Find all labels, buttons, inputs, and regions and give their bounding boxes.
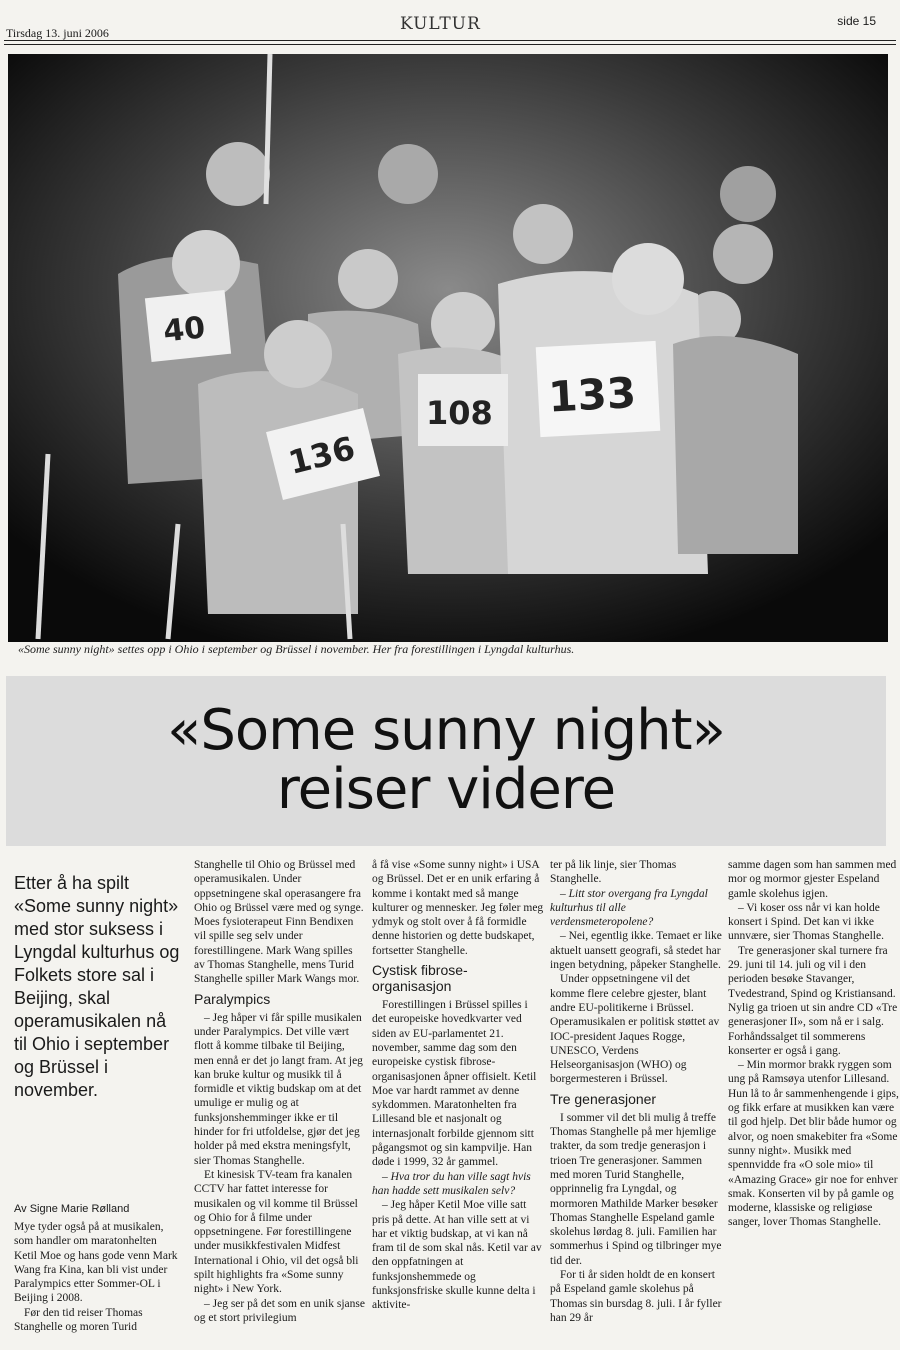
paragraph: I sommer vil det bli mulig å treffe Thomas Stanghelle på mer hjemlige trakter, da som tredje generasjon i trioen Tre generasjoner. Sammen med moren Turid Stanghelle, opprinnelig fra Lyngdal, og mormoren Mathilde Marker besøker Thomas Stanghelle Espeland gamle skolehus lørdag 8. juli. Familien har sommerhus i Spind og tilbringer mye tid der.: [550, 1111, 722, 1267]
header-rule-thin: [4, 44, 896, 45]
subheading: Paralympics: [194, 990, 271, 1007]
headline-line-2: reiser videre: [276, 757, 616, 822]
page-header: [0, 0, 900, 48]
bib-number: 133: [547, 368, 638, 422]
paragraph: å få vise «Some sunny night» i USA og Brüssel. Det er en unik erfaring å komme i kontakt med så mange kulturer og mennesker. Jeg føler meg ydmyk og stolt over å få formidle denne historien og dette budskapet, fortsetter Stanghelle.: [372, 859, 544, 957]
issue-date: Tirsdag 13. juni 2006: [6, 26, 109, 40]
paragraph: – Min mormor brakk ryggen som ung på Ramsøya utenfor Lillesand. Hun lå to år sammenhengende i gips, og fikk erfare at musikken kan være til god hjelp. Det blir både humor og alvor, og noen smakebiter fra «Some sunny night». Musikk med spennvidde fra «O sole mio» til «Amazing Grace» gir noe for enhver smak. Konserten vil by på gamle og moderne, klassiske og religiøse sanger, lover Thomas Stanghelle.: [728, 1059, 899, 1229]
bib-number: 108: [426, 394, 493, 432]
lead-paragraph: Etter å ha spilt «Some sunny night» med stor suksess i Lyngdal kulturhus og Folkets store sal i Beijing, skal operamusikalen nå til Ohio i september og Brüssel i november.: [14, 873, 180, 1100]
photo-illustration: [8, 54, 888, 642]
paragraph: Stanghelle til Ohio og Brüssel med operamusikalen. Under oppsetningene skal operasangere fra Ohio og Brüssel være med og synge. Moes fysioterapeut Finn Bendixen vil spille seg selv under forestillingene. Mark Wang spilles av Thomas Stanghelle, mens Turid Stanghelle spiller Mark Wangs mor.: [194, 859, 364, 986]
article-photo: [8, 54, 888, 642]
column-4: [550, 858, 722, 1325]
paragraph: Forestillingen i Brüssel spilles i det europeiske hovedkvarter ved siden av EU-parlamentet 21. november, samme dag som den europeiske cystisk fibrose-organisasjonen åpner offisielt. Ketil Moe var hardt rammet av denne sykdommen. Maratonhelten fra Lillesand ble et nasjonalt og internasjonalt forbilde gjennom sitt pågangsmot og sin kampvilje. Han døde i 1999, 32 år gammel.: [372, 999, 537, 1169]
paragraph: Under oppsetningene vil det komme flere celebre gjester, blant andre EU-politikerne i Brüssel. Operamusikalen er politisk støttet av IOC-president Jaques Rogge, UNESCO, Verdens Helseorganisasjon (WHO) og borgermesteren i Brüssel.: [550, 973, 720, 1086]
paragraph: ter på lik linje, sier Thomas Stanghelle.: [550, 859, 677, 886]
page-number: side 15: [837, 14, 876, 28]
subheading: Cystisk fibrose-organisasjon: [372, 962, 468, 995]
column-2: [194, 858, 366, 1325]
question: – Hva tror du han ville sagt hvis han hadde sett musikalen selv?: [372, 1170, 531, 1197]
photo-caption: «Some sunny night» settes opp i Ohio i september og Brüssel i november. Her fra forestillingen i Lyngdal kulturhus.: [18, 642, 575, 656]
paragraph: – Jeg håper vi får spille musikalen under Paralympics. Det ville vært flott å komme tilbake til Beijing, men ennå er det jo langt fram. At jeg kan bruke kultur og musikk til å formidle et viktig budskap om at det umulige er mulig og at funksjonshemminger ikke er til hinder for fri utfoldelse, gjør det jeg holder på med ekstra meningsfylt, sier Thomas Stanghelle.: [194, 1011, 363, 1167]
paragraph: Et kinesisk TV-team fra kanalen CCTV har fattet interesse for musikalen og vil komme til Brüssel og Ohio for å filme under oppsetningene. Før forestillingene under musikkfestivalen Midfest International i Ohio, vil det også bli spilt highlights fra «Some sunny night» i New York.: [194, 1168, 359, 1296]
column-3: [372, 858, 544, 1313]
paragraph: – Vi koser oss når vi kan holde konsert i Spind. Det kan vi ikke unnvære, sier Thomas Stanghelle.: [728, 901, 884, 943]
paragraph: Tre generasjoner skal turnere fra 29. juni til 14. juli og vil i den perioden besøke Stavanger, Tvedestrand, Spind og Kristiansand. Nylig ga trioen ut sin andre CD «Tre generasjoner II», som nå er i salg. Forhåndssalget til sommerens konserter er også i gang.: [728, 944, 898, 1057]
byline: Av Signe Marie Rølland: [14, 1203, 130, 1215]
section-title: KULTUR: [400, 14, 481, 34]
subheading: Tre generasjoner: [550, 1090, 657, 1107]
paragraph: For ti år siden holdt de en konsert på Espeland gamle skolehus på Thomas sin bursdag 8. juli. I år fyller han 29 år: [550, 1269, 722, 1324]
question: – Litt stor overgang fra Lyngdal kulturhus til alle verdensmeteropolene?: [550, 887, 708, 929]
paragraph: – Nei, egentlig ikke. Temaet er like aktuelt uansett geografi, så stedet har ingen betydning, påpeker Stanghelle.: [550, 930, 722, 972]
header-rule: [4, 40, 896, 41]
paragraph: Mye tyder også på at musikalen, som handler om maratonhelten Ketil Moe og hans gode venn Mark Wang fra Kina, kan bli vist under Paralympics etter Sommer-OL i Beijing i 2008.: [14, 1221, 178, 1305]
headline-line-1: «Some sunny night»: [167, 698, 725, 764]
column-5: [728, 858, 900, 1230]
headline: [6, 676, 886, 846]
article-body: [0, 858, 900, 1338]
paragraph: – Jeg ser på det som en unik sjanse og et stort privilegium: [194, 1297, 365, 1324]
bib-number: 40: [161, 310, 207, 350]
paragraph: Før den tid reiser Thomas Stanghelle og moren Turid: [14, 1306, 143, 1334]
paragraph: – Jeg håper Ketil Moe ville satt pris på dette. At han ville sett at vi har et viktig budskap, at vi kan nå fram til de som skal nås. Ketil var av den oppfatningen at funksjonshemmede og funksjonsfriske skulle kunne delta i aktivite-: [372, 1199, 542, 1312]
paragraph: samme dagen som han sammen med mor og mormor gjester Espeland gamle skolehus igjen.: [728, 859, 897, 900]
bib-number: 136: [284, 428, 359, 482]
